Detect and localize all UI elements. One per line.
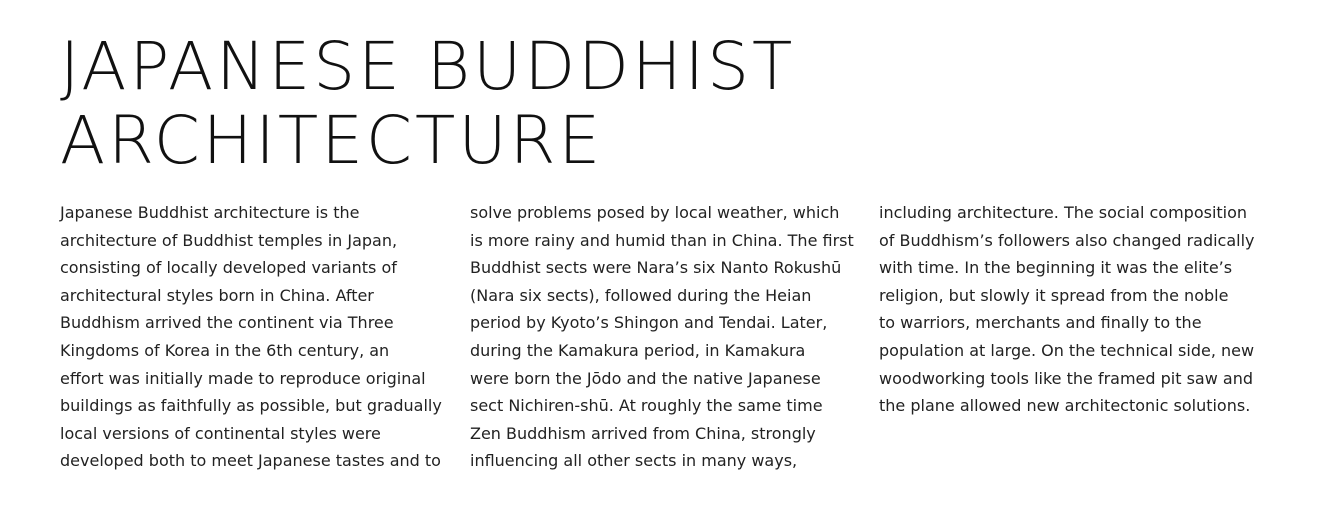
text-line: influencing all other sects in many ways,: [470, 451, 798, 471]
text-line: Kingdoms of Korea in the 6th century, an: [60, 340, 390, 360]
page-title-line-1: JAPANESE BUDDHIST: [60, 28, 796, 105]
text-column-3: [879, 199, 1279, 420]
text-line: during the Kamakura period, in Kamakura: [470, 340, 806, 360]
page-title: [60, 30, 795, 178]
text-line: sect Nichiren-shū. At roughly the same time: [470, 396, 823, 416]
text-line: religion, but slowly it spread from the noble: [879, 285, 1229, 305]
text-line: of Buddhism’s followers also changed radically: [879, 230, 1255, 250]
text-line: buildings as faithfully as possible, but gradually: [60, 396, 442, 416]
text-column-1: [60, 199, 460, 475]
text-line: architectural styles born in China. After: [60, 285, 374, 305]
text-line: Buddhist sects were Nara’s six Nanto Rokushū: [470, 258, 842, 278]
text-line: Japanese Buddhist architecture is the: [60, 203, 360, 222]
text-line: (Nara six sects), followed during the Heian: [470, 285, 812, 305]
text-line: population at large. On the technical side, new: [879, 340, 1255, 360]
text-line: developed both to meet Japanese tastes and to: [60, 451, 441, 471]
text-column-2: [470, 199, 870, 475]
text-line: is more rainy and humid than in China. The first: [470, 230, 854, 250]
text-line: woodworking tools like the framed pit saw and: [879, 368, 1254, 388]
text-line: to warriors, merchants and finally to the: [879, 313, 1202, 333]
text-line: architecture of Buddhist temples in Japan,: [60, 230, 398, 250]
text-line: Zen Buddhism arrived from China, strongly: [470, 423, 816, 443]
text-line: including architecture. The social composition: [879, 203, 1248, 222]
text-line: with time. In the beginning it was the elite’s: [879, 258, 1233, 278]
text-line: the plane allowed new architectonic solutions.: [879, 396, 1251, 416]
text-line: effort was initially made to reproduce original: [60, 368, 426, 388]
text-line: local versions of continental styles were: [60, 423, 381, 443]
text-line: consisting of locally developed variants of: [60, 258, 397, 278]
text-line: Buddhism arrived the continent via Three: [60, 313, 394, 333]
text-line: period by Kyoto’s Shingon and Tendai. Later,: [470, 313, 828, 333]
text-line: were born the Jōdo and the native Japanese: [470, 368, 821, 388]
text-line: solve problems posed by local weather, which: [470, 203, 840, 222]
page-title-line-2: ARCHITECTURE: [60, 102, 604, 179]
